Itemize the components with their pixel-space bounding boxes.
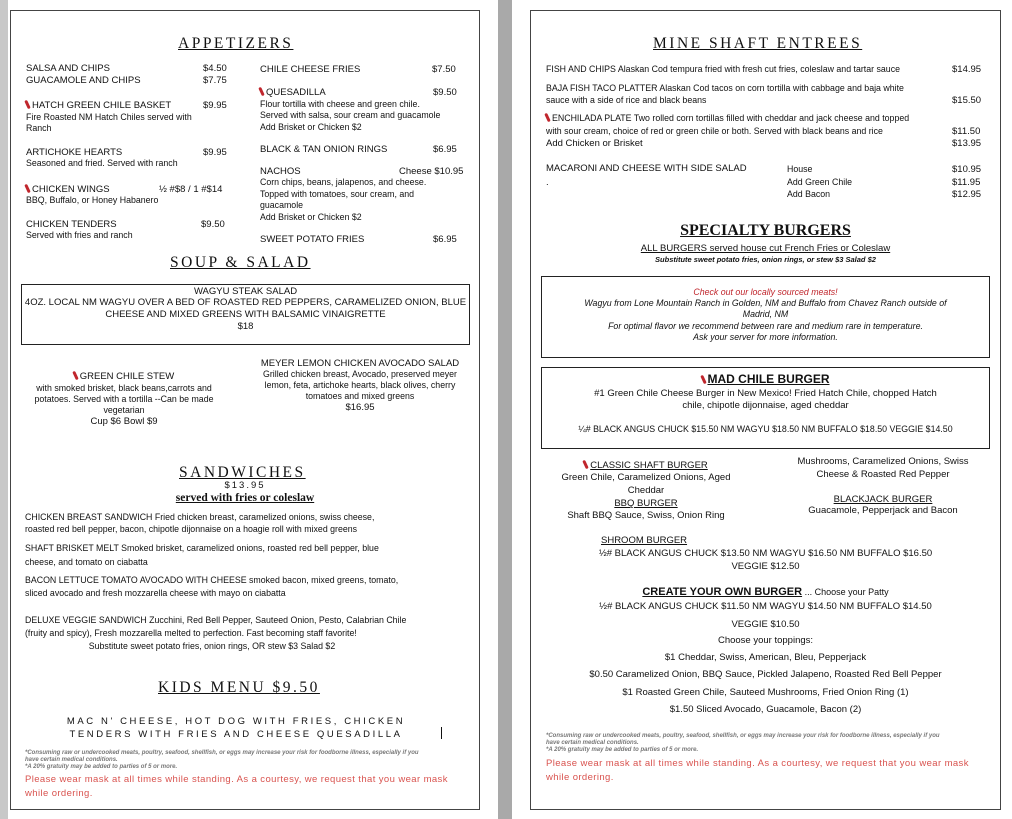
entree-line: Add Chicken or Brisket: [546, 138, 643, 149]
menu-item-quesadilla: QUESADILLA: [260, 87, 326, 99]
sandwich-line: DELUXE VEGGIE SANDWICH Zucchini, Red Bell Pepper, Sauteed Onion, Pesto, Calabrian Chile: [25, 615, 407, 625]
chili-icon: [544, 113, 551, 122]
toppings-label: Choose your toppings:: [717, 635, 814, 646]
entree-line: BAJA FISH TACO PLATTER Alaskan Cod tacos on corn tortilla with cabbage and baja white: [546, 83, 904, 93]
mask-notice: Please wear mask at all times while standing. As a courtesy, we request that you wear mask: [25, 774, 448, 785]
appetizers-heading: APPETIZERS: [178, 35, 294, 52]
topping-line: $1 Cheddar, Swiss, American, Bleu, Pepperjack: [664, 652, 867, 663]
entree-dot: .: [546, 177, 549, 188]
bbq-desc: Shaft BBQ Sauce, Swiss, Onion Ring: [567, 510, 725, 521]
mushroom-desc: Mushrooms, Caramelized Onions, Swiss: [797, 456, 969, 467]
blackjack-title: BLACKJACK BURGER: [833, 494, 933, 505]
wagyu-price: $18: [237, 321, 254, 332]
menu-item-price: $9.50: [201, 219, 225, 230]
menu-item-name: BLACK & TAN ONION RINGS: [260, 144, 388, 155]
sandwich-line: Substitute sweet potato fries, onion rings, OR stew $3 Salad $2: [88, 641, 336, 651]
right-menu-page: [530, 10, 1001, 810]
entrees-heading: MINE SHAFT ENTREES: [653, 35, 863, 52]
entree-option: Add Green Chile: [787, 177, 853, 187]
sandwich-line: BACON LETTUCE TOMATO AVOCADO WITH CHEESE smoked bacon, mixed greens, tomato,: [25, 575, 399, 585]
menu-item-price: $9.95: [203, 147, 227, 158]
menu-item-desc: Fire Roasted NM Hatch Chiles served with: [26, 112, 192, 122]
menu-item-name: CHICKEN TENDERS: [26, 219, 117, 230]
mad-chile-title: MAD CHILE BURGER: [542, 372, 989, 386]
mad-chile-desc: chile, chipotle dijonnaise, aged cheddar: [682, 400, 849, 411]
entree-line: sauce with a side of rice and black beans: [546, 95, 707, 105]
menu-item-desc: Served with salsa, sour cream and guacamole: [260, 110, 441, 120]
menu-item-desc: BBQ, Buffalo, or Honey Habanero: [26, 195, 159, 205]
entree-price: $13.95: [952, 138, 982, 149]
stew-desc: potatoes. Served with a tortilla --Can be made: [34, 394, 214, 404]
menu-item-name: SWEET POTATO FRIES: [260, 234, 365, 245]
create-prices: ½# BLACK ANGUS CHUCK $11.50 NM WAGYU $14.50 NM BUFFALO $14.50: [599, 601, 932, 612]
sandwiches-heading: SANDWICHES: [179, 464, 306, 481]
burgers-subtitle: ALL BURGERS served house cut French Fries or Coleslaw: [640, 243, 891, 254]
menu-item-price: $6.95: [433, 234, 457, 245]
menu-item-desc: Flour tortilla with cheese and green chile.: [260, 99, 420, 109]
meyer-desc: tomatoes and mixed greens: [305, 391, 415, 401]
entree-price: $15.50: [952, 95, 982, 106]
menu-item-name: CHILE CHEESE FRIES: [260, 64, 361, 75]
consumer-advisory: have certain medical conditions.: [546, 740, 639, 746]
blackjack-desc: Guacamole, Pepperjack and Bacon: [808, 505, 958, 516]
wagyu-desc: CHEESE AND MIXED GREENS WITH BALSAMIC VINAIGRETTE: [105, 309, 386, 320]
mask-notice: while ordering.: [25, 788, 93, 799]
wagyu-title: WAGYU STEAK SALAD: [193, 286, 298, 297]
page-gap: [498, 0, 512, 819]
sandwich-line: roasted red bell pepper, bacon, chipotle dijonnaise on a hoagie roll with mixed greens: [25, 524, 358, 534]
stew-desc: vegetarian: [103, 405, 145, 415]
menu-item-price: $9.95: [203, 100, 227, 111]
entree-line: with sour cream, choice of red or green chile or both. Served with black beans and rice: [546, 126, 883, 136]
local-meats-desc: Madrid, NM: [742, 309, 789, 319]
menu-item-price: Cheese $10.95: [399, 166, 464, 177]
mad-chile-box: [541, 367, 990, 449]
meyer-desc: lemon, feta, artichoke hearts, black olives, cherry: [264, 380, 456, 390]
sandwich-line: SHAFT BRISKET MELT Smoked brisket, caramelized onions, roasted red bell pepper, blue: [25, 543, 379, 553]
menu-item-name: NACHOS: [260, 166, 301, 177]
menu-item-price: $6.95: [433, 144, 457, 155]
entree-line: ENCHILADA PLATE Two rolled corn tortillas filled with cheddar and jack cheese and topped: [546, 113, 909, 125]
consumer-advisory: *Consuming raw or undercooked meats, poultry, seafood, shellfish, or eggs may increase your risk for foodborne illness, especially if you: [25, 750, 419, 756]
chili-icon: [24, 100, 31, 109]
mushroom-desc: Cheese & Roasted Red Pepper: [816, 469, 950, 480]
menu-item-wings: CHICKEN WINGS: [26, 184, 110, 196]
topping-line: $1.50 Sliced Avocado, Guacamole, Bacon (2): [669, 704, 862, 715]
shroom-title: SHROOM BURGER: [601, 535, 688, 546]
burgers-substitute: Substitute sweet potato fries, onion rings, or stew $3 Salad $2: [655, 255, 876, 264]
mad-chile-desc: #1 Green Chile Cheese Burger in New Mexico! Fried Hatch Chile, chopped Hatch: [594, 388, 937, 399]
consumer-advisory: *Consuming raw or undercooked meats, poultry, seafood, shellfish, or eggs may increase your risk for foodborne illness, especially if you: [546, 733, 940, 739]
sandwiches-price: $13.95: [224, 480, 266, 491]
create-prices: VEGGIE $10.50: [731, 619, 800, 630]
entree-price: $12.95: [952, 189, 982, 200]
entree-price: $11.50: [952, 126, 981, 137]
menu-item-desc: Topped with tomatoes, sour cream, and: [260, 189, 415, 199]
entree-price: $11.95: [952, 177, 981, 188]
menu-item-name: SALSA AND CHIPS: [26, 63, 110, 74]
menu-item-desc: Served with fries and ranch: [26, 230, 133, 240]
shroom-prices: VEGGIE $12.50: [731, 561, 800, 572]
menu-item-name: GUACAMOLE AND CHIPS: [26, 75, 141, 86]
meyer-title: MEYER LEMON CHICKEN AVOCADO SALAD: [260, 358, 460, 369]
burgers-heading: SPECIALTY BURGERS: [680, 222, 851, 239]
mad-chile-prices: ¼# BLACK ANGUS CHUCK $15.50 NM WAGYU $18.50 NM BUFFALO $18.50 VEGGIE $14.50: [578, 424, 953, 434]
gratuity-note: *A 20% gratuity may be added to parties of 5 or more.: [25, 764, 178, 770]
stew-desc: with smoked brisket, black beans,carrots and: [36, 383, 212, 393]
bbq-title: BBQ BURGER: [614, 498, 678, 509]
soup-salad-heading: SOUP & SALAD: [170, 254, 311, 271]
chili-icon: [700, 375, 707, 384]
entree-option: House: [787, 164, 813, 174]
entree-price: $14.95: [952, 64, 982, 75]
create-title: CREATE YOUR OWN BURGER ... Choose your Patty: [642, 586, 889, 598]
classic-desc: Green Chile, Caramelized Onions, Aged: [561, 472, 731, 483]
kids-items: MAC N' CHEESE, HOT DOG WITH FRIES, CHICKEN: [66, 716, 406, 727]
mask-notice: while ordering.: [546, 772, 614, 783]
left-gutter: [0, 0, 8, 819]
menu-item-desc: Add Brisket or Chicken $2: [260, 212, 362, 222]
chili-icon: [24, 184, 31, 193]
entree-line: MACARONI AND CHEESE WITH SIDE SALAD: [546, 163, 747, 174]
stew-title: GREEN CHILE STEW: [25, 371, 223, 383]
kids-heading: KIDS MENU $9.50: [158, 679, 320, 696]
classic-title: CLASSIC SHAFT BURGER: [541, 460, 751, 472]
local-meats-box: [541, 276, 990, 358]
topping-line: $0.50 Caramelized Onion, BBQ Sauce, Pickled Jalapeno, Roasted Red Bell Pepper: [589, 669, 942, 680]
left-menu-page: [10, 10, 480, 810]
menu-item-desc: guacamole: [260, 200, 304, 210]
local-meats-desc: For optimal flavor we recommend between rare and medium rare in temperature.: [608, 321, 923, 331]
mask-notice: Please wear mask at all times while standing. As a courtesy, we request that you wear mask: [546, 758, 969, 769]
local-meats-title: Check out our locally sourced meats!: [693, 287, 838, 297]
sandwiches-subtitle: served with fries or coleslaw: [175, 492, 315, 504]
menu-item-name: ARTICHOKE HEARTS: [26, 147, 123, 158]
entree-price: $10.95: [952, 164, 982, 175]
shroom-prices: ½# BLACK ANGUS CHUCK $13.50 NM WAGYU $16.50 NM BUFFALO $16.50: [598, 548, 933, 559]
menu-item-desc: Add Brisket or Chicken $2: [260, 122, 362, 132]
menu-item-price: ½ #$8 / 1 #$14: [159, 184, 223, 195]
wagyu-salad-box: [21, 284, 470, 345]
sandwich-line: (fruity and spicy), Fresh mozzarella melted to perfection. Fast becoming staff favorite!: [25, 628, 357, 638]
entree-line: FISH AND CHIPS Alaskan Cod tempura fried with fresh cut fries, coleslaw and tartar sauce: [546, 64, 900, 74]
entree-option: Add Bacon: [787, 189, 831, 199]
chili-icon: [582, 460, 589, 469]
chili-icon: [72, 371, 79, 380]
gratuity-note: *A 20% gratuity may be added to parties of 5 or more.: [546, 747, 699, 753]
menu-item-hatch: HATCH GREEN CHILE BASKET: [26, 100, 171, 112]
menu-item-price: $7.50: [432, 64, 456, 75]
local-meats-desc: Ask your server for more information.: [693, 332, 838, 342]
topping-line: $1 Roasted Green Chile, Sauteed Mushrooms, Fried Onion Ring (1): [622, 687, 909, 698]
menu-item-price: $4.50: [203, 63, 227, 74]
menu-item-desc: Seasoned and fried. Served with ranch: [26, 158, 178, 168]
meyer-price: $16.95: [345, 402, 375, 413]
menu-item-desc: Corn chips, beans, jalapenos, and cheese.: [260, 177, 427, 187]
local-meats-desc: Wagyu from Lone Mountain Ranch in Golden, NM and Buffalo from Chavez Ranch outside of: [584, 298, 947, 308]
menu-item-price: $9.50: [433, 87, 457, 98]
menu-item-desc: Ranch: [26, 123, 52, 133]
meyer-desc: Grilled chicken breast, Avocado, preserved meyer: [263, 369, 457, 379]
consumer-advisory: have certain medical conditions.: [25, 757, 118, 763]
wagyu-desc: 4OZ. LOCAL NM WAGYU OVER A BED OF ROASTED RED PEPPERS, CARAMELIZED ONION, BLUE: [24, 297, 467, 308]
sandwich-line: CHICKEN BREAST SANDWICH Fried chicken breast, caramelized onions, swiss cheese,: [25, 512, 375, 522]
text-cursor: [441, 727, 442, 739]
sandwich-line: cheese, and tomato on ciabatta: [25, 557, 148, 567]
chili-icon: [258, 87, 265, 96]
kids-items: TENDERS WITH FRIES AND CHEESE QUESADILLA: [69, 729, 403, 740]
stew-price: Cup $6 Bowl $9: [90, 416, 158, 427]
sandwich-line: sliced avocado and fresh mozzarella cheese with mayo on ciabatta: [25, 588, 286, 598]
classic-desc: Cheddar: [627, 485, 665, 496]
menu-item-price: $7.75: [203, 75, 227, 86]
